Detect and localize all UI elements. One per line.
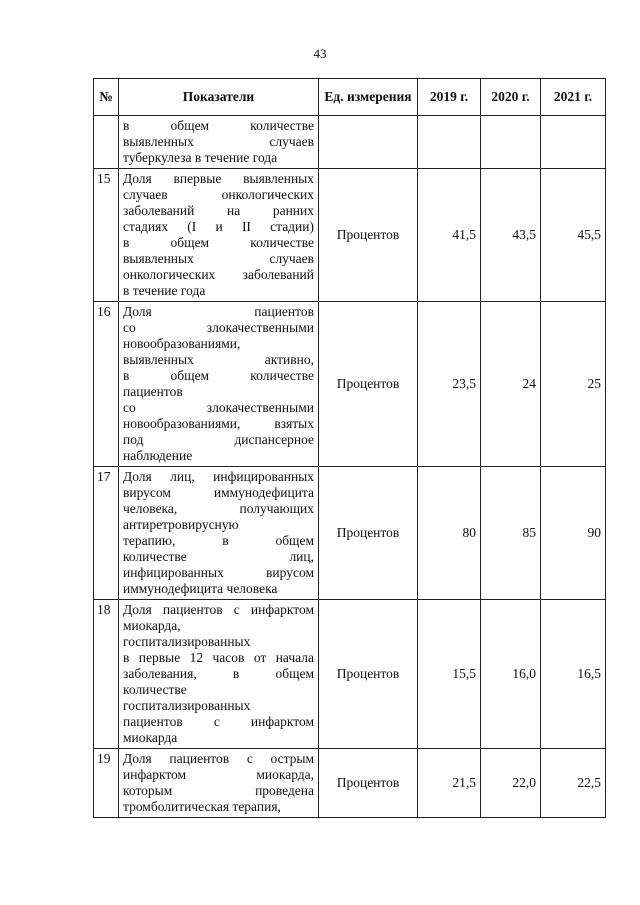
indicator-line: миокарда, (123, 618, 181, 633)
indicators-table (93, 78, 606, 818)
indicator-line: Доля впервые выявленных (123, 171, 314, 186)
indicator-line: онкологических заболеваний (123, 267, 314, 282)
indicator-line: под диспансерное (123, 432, 314, 447)
header-2021: 2021 г. (541, 79, 606, 116)
value-2020: 43,5 (481, 169, 541, 302)
row-number: 16 (94, 302, 119, 467)
indicator-line: пациентов с инфарктом (123, 714, 314, 729)
indicator-line: количестве (123, 682, 187, 697)
indicator-line: стадиях (I и II стадии) (123, 219, 314, 234)
indicator-line: Доля пациентов (123, 304, 314, 319)
indicator-line: госпитализированных (123, 634, 251, 649)
header-unit: Ед. измерения (319, 79, 418, 116)
value-2020: 24 (481, 302, 541, 467)
indicator-line: в течение года (123, 283, 206, 298)
indicator-line: антиретровирусную (123, 517, 239, 532)
unit-cell: Процентов (319, 169, 418, 302)
header-number: № (94, 79, 119, 116)
value-2020: 16,0 (481, 600, 541, 749)
indicator-line: в общем количестве (123, 235, 314, 250)
indicator-line: вирусом иммунодефицита (123, 485, 314, 500)
value-2021: 25 (541, 302, 606, 467)
unit-cell: Процентов (319, 467, 418, 600)
indicator-line: госпитализированных (123, 698, 251, 713)
indicator-line: которым проведена (123, 783, 314, 798)
value-2019: 80 (418, 467, 481, 600)
indicator-line: наблюдение (123, 448, 193, 463)
indicator-line: Доля пациентов с инфарктом (123, 602, 314, 617)
value-2019: 15,5 (418, 600, 481, 749)
indicator-cell (119, 749, 319, 818)
indicator-line: со злокачественными (123, 400, 314, 415)
indicator-line: заболевания, в общем (123, 666, 314, 681)
row-number: 15 (94, 169, 119, 302)
row-number (94, 116, 119, 169)
row-number: 19 (94, 749, 119, 818)
table-row (94, 302, 606, 467)
indicator-line: заболеваний на ранних (123, 203, 314, 218)
value-2021: 22,5 (541, 749, 606, 818)
indicator-line: иммунодефицита человека (123, 581, 278, 596)
value-2019: 41,5 (418, 169, 481, 302)
row-number: 18 (94, 600, 119, 749)
table-row (94, 749, 606, 818)
indicator-line: инфарктом миокарда, (123, 767, 314, 782)
indicator-line: в общем количестве (123, 368, 314, 383)
unit-cell (319, 116, 418, 169)
table-row (94, 116, 606, 169)
indicator-cell (119, 302, 319, 467)
indicator-line: выявленных случаев (123, 251, 314, 266)
indicator-line: случаев онкологических (123, 187, 314, 202)
unit-cell: Процентов (319, 749, 418, 818)
indicator-line: со злокачественными (123, 320, 314, 335)
value-2019: 21,5 (418, 749, 481, 818)
indicator-line: человека, получающих (123, 501, 314, 516)
indicator-line: Доля пациентов с острым (123, 751, 314, 766)
indicator-line: тромболитическая терапия, (123, 799, 281, 814)
indicator-line: Доля лиц, инфицированных (123, 469, 314, 484)
indicator-line: выявленных случаев (123, 134, 314, 149)
row-number: 17 (94, 467, 119, 600)
table-row (94, 467, 606, 600)
indicator-line: миокарда (123, 730, 178, 745)
table-header-row (94, 79, 606, 116)
indicator-line: новообразованиями, (123, 336, 241, 351)
indicator-line: в общем количестве (123, 118, 314, 133)
value-2019: 23,5 (418, 302, 481, 467)
value-2019 (418, 116, 481, 169)
value-2020 (481, 116, 541, 169)
indicator-line: количестве лиц, (123, 549, 314, 564)
indicator-line: пациентов (123, 384, 183, 399)
page-number: 43 (313, 46, 327, 61)
value-2020: 85 (481, 467, 541, 600)
indicator-line: в первые 12 часов от начала (123, 650, 314, 665)
unit-cell: Процентов (319, 600, 418, 749)
value-2021: 16,5 (541, 600, 606, 749)
table-row (94, 600, 606, 749)
header-2020: 2020 г. (481, 79, 541, 116)
table-row (94, 169, 606, 302)
value-2021 (541, 116, 606, 169)
unit-cell: Процентов (319, 302, 418, 467)
value-2021: 90 (541, 467, 606, 600)
indicator-cell (119, 600, 319, 749)
indicator-line: инфицированных вирусом (123, 565, 314, 580)
indicator-cell (119, 467, 319, 600)
header-indicator: Показатели (119, 79, 319, 116)
indicator-line: туберкулеза в течение года (123, 150, 278, 165)
indicator-cell (119, 116, 319, 169)
indicator-line: новообразованиями, взятых (123, 416, 314, 431)
value-2021: 45,5 (541, 169, 606, 302)
value-2020: 22,0 (481, 749, 541, 818)
indicator-line: выявленных активно, (123, 352, 314, 367)
header-2019: 2019 г. (418, 79, 481, 116)
indicator-line: терапию, в общем (123, 533, 314, 548)
indicator-cell (119, 169, 319, 302)
